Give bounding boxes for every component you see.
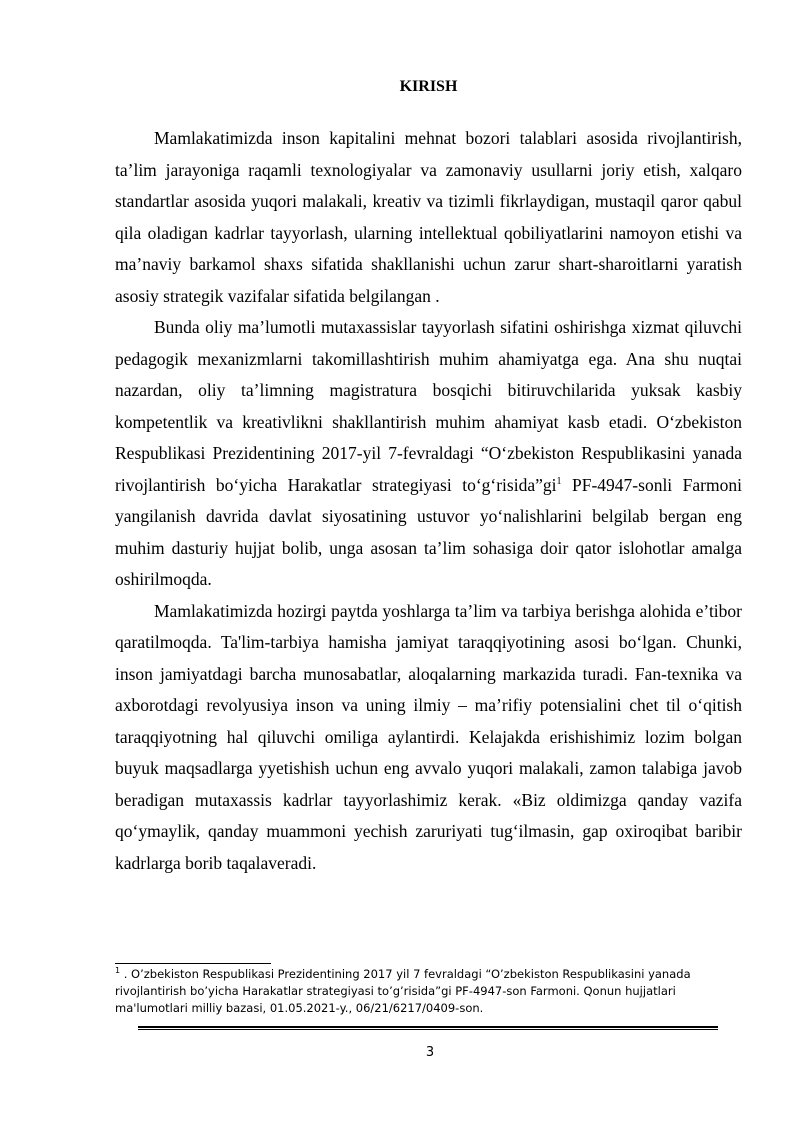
paragraph-2-text-before-note: Bunda oliy ma’lumotli mutaxassislar tayyorlash sifatini oshirishga xizmat qiluvchi pedagogik mexanizmlarni takomillashtirish muhim ahamiyatga ega. Ana shu nuqtai nazardan, oliy ta’limning magistratura bosqichi bitiruvchilarida yuksak kasbiy kompetentlik va kreativlikni shakllantirish muhim ahamiyat kasb etadi. O‘zbekiston Respublikasi Prezidentining 2017-yil 7-fevraldagi “O‘zbekiston Respublikasini yanada rivojlantirish bo‘yicha Harakatlar strategiyasi to‘g‘risida”gi bbox=[115, 317, 742, 495]
footnote-mark: 1 bbox=[115, 966, 121, 976]
footnote bbox=[115, 966, 742, 1017]
paragraph-2 bbox=[115, 312, 742, 596]
paragraph-1: Mamlakatimizda inson kapitalini mehnat bozori talablari asosida rivojlantirish, ta’lim jarayoniga raqamli texnologiyalar va zamonaviy usullarni joriy etish, xalqaro standartlar asosida yuqori malakali, kreativ va tizimli fikrlaydigan, mustaqil qaror qabul qila oladigan kadrlar tayyorlash, ularning intellektual qobiliyatlarini namoyon etishi va ma’naviy barkamol shaxs sifatida shakllanishi uchun zarur shart-sharoitlarni yaratish asosiy strategik vazifalar sifatida belgilangan . bbox=[115, 128, 742, 306]
footnote-reference[interactable]: 1 bbox=[556, 475, 562, 487]
page-bottom-rule bbox=[138, 1026, 718, 1028]
paragraph-3: Mamlakatimizda hozirgi paytda yoshlarga ta’lim va tarbiya berishga alohida e’tibor qaratilmoqda. Ta'lim-tarbiya hamisha jamiyat taraqqiyotining asosi bo‘lgan. Chunki, inson jamiyatdagi barcha munosabatlar, aloqalarning markazida turadi. Fan-texnika va axborotdagi revolyusiya inson va uning ilmiy – ma’rifiy potensialini chet til o‘qitish taraqqiyotning hal qiluvchi omiliga aylantirdi. Kelajakda erishishimiz lozim bolgan buyuk maqsadlarga yyetishish uchun eng avvalo yuqori malakali, zamon talabiga javob beradigan mutaxassis kadrlar tayyorlashimiz kerak. «Biz oldimizga qanday vazifa qo‘ymaylik, qanday muammoni yechish zaruriyati tug‘ilmasin, gap oxiroqibat baribir kadrlarga borib taqalaveradi. bbox=[115, 600, 742, 873]
paragraph-2-text-after-note: PF-4947-sonli Farmoni yangilanish davrida davlat siyosatining ustuvor yo‘nalishlarini belgilab bergan eng muhim dasturiy hujjat bolib, unga asosan ta’lim sohasiga doir qator islohotlar amalga oshirilmoqda. bbox=[115, 474, 742, 589]
body-text bbox=[115, 123, 742, 879]
page-bottom-rule-thin bbox=[138, 1029, 718, 1030]
page-number: 3 bbox=[425, 1045, 435, 1060]
footnote-text: . O’zbekiston Respublikasi Prezidentining 2017 yil 7 fevraldagi “O’zbekiston Respublikasini yanada rivojlantirish bo’yicha Harakatlar strategiyasi to’g’risida”gi PF-4947-son Farmoni. Qonun hujjatlari ma'lumotlari milliy bazasi, 01.05.2021-y., 06/21/6217/0409-son. bbox=[115, 967, 691, 1015]
footnote-separator bbox=[115, 963, 271, 964]
page-title: KIRISH bbox=[399, 78, 458, 95]
